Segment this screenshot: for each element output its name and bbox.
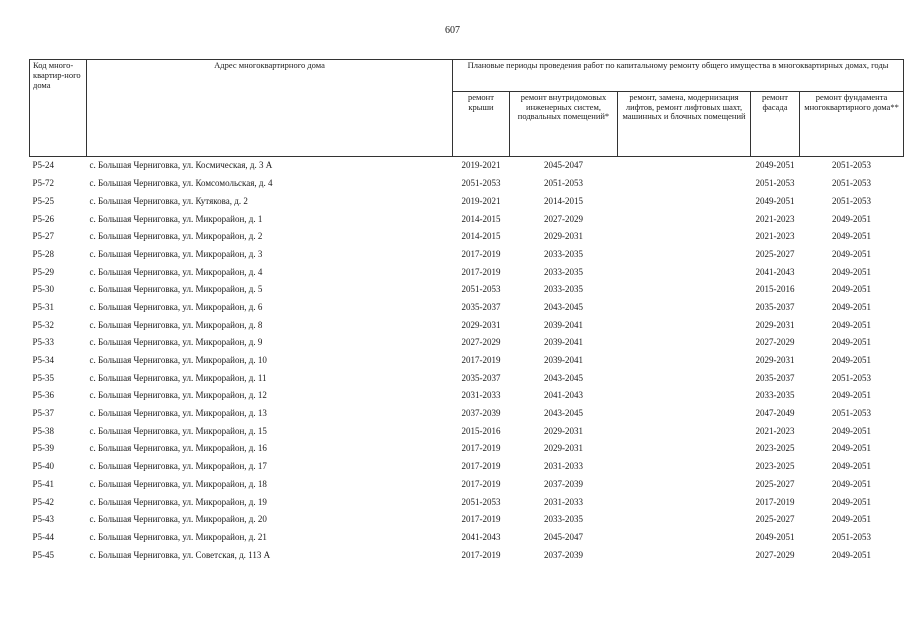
cell-code: P5-32 bbox=[32, 319, 55, 330]
cell-code: P5-43 bbox=[32, 514, 55, 525]
cell-foundation: 2049-2051 bbox=[832, 337, 872, 348]
cell-facade: 2017-2019 bbox=[755, 496, 795, 507]
cell-roof: 2051-2053 bbox=[461, 496, 501, 507]
cell-roof: 2019-2021 bbox=[461, 195, 501, 206]
cell-roof: 2035-2037 bbox=[461, 372, 501, 383]
cell-code: P5-33 bbox=[32, 337, 55, 348]
cell-facade: 2021-2023 bbox=[755, 425, 795, 436]
cell-lifts bbox=[618, 511, 751, 529]
header-code-continued bbox=[30, 91, 87, 156]
cell-roof: 2027-2029 bbox=[461, 337, 501, 348]
table-row bbox=[30, 528, 904, 546]
cell-code: P5-29 bbox=[32, 266, 55, 277]
cell-address: с. Большая Черниговка, ул. Микрорайон, д. 9 bbox=[89, 337, 263, 348]
table-row bbox=[30, 263, 904, 281]
cell-lifts bbox=[618, 245, 751, 263]
header-address: Адрес многоквартирного дома bbox=[87, 60, 453, 92]
header-code: Код много-квартир-ного дома bbox=[30, 60, 87, 92]
header-systems: ремонт внутридомовых инженерных систем, подвальных помещений* bbox=[510, 91, 618, 156]
cell-code: P5-38 bbox=[32, 425, 55, 436]
table-row bbox=[30, 404, 904, 422]
cell-facade: 2027-2029 bbox=[755, 549, 795, 560]
cell-lifts bbox=[618, 546, 751, 564]
cell-code: P5-28 bbox=[32, 248, 55, 259]
table-row bbox=[30, 298, 904, 316]
cell-code: P5-24 bbox=[32, 160, 55, 171]
cell-roof: 2014-2015 bbox=[461, 213, 501, 224]
cell-foundation: 2049-2051 bbox=[832, 514, 872, 525]
header-address-continued bbox=[87, 91, 453, 156]
cell-lifts bbox=[618, 281, 751, 299]
cell-facade: 2021-2023 bbox=[755, 213, 795, 224]
table-row bbox=[30, 210, 904, 228]
cell-lifts bbox=[618, 493, 751, 511]
cell-facade: 2023-2025 bbox=[755, 443, 795, 454]
cell-systems: 2027-2029 bbox=[544, 213, 583, 224]
table-row bbox=[30, 245, 904, 263]
cell-facade: 2025-2027 bbox=[755, 514, 795, 525]
table-row bbox=[30, 228, 904, 246]
cell-foundation: 2049-2051 bbox=[832, 248, 872, 259]
cell-address: с. Большая Черниговка, ул. Микрорайон, д. 5 bbox=[89, 284, 263, 295]
cell-systems: 2039-2041 bbox=[544, 319, 583, 330]
cell-lifts bbox=[618, 192, 751, 210]
header-foundation: ремонт фундамента многоквартирного дома** bbox=[800, 91, 904, 156]
cell-code: P5-25 bbox=[32, 195, 55, 206]
table-row bbox=[30, 316, 904, 334]
cell-lifts bbox=[618, 316, 751, 334]
cell-roof: 2051-2053 bbox=[461, 178, 501, 189]
cell-lifts bbox=[618, 263, 751, 281]
cell-address: с. Большая Черниговка, ул. Микрорайон, д. 1 bbox=[89, 213, 263, 224]
cell-code: P5-30 bbox=[32, 284, 55, 295]
cell-systems: 2043-2045 bbox=[544, 408, 583, 419]
cell-code: P5-39 bbox=[32, 443, 55, 454]
cell-roof: 2014-2015 bbox=[461, 231, 501, 242]
cell-foundation: 2049-2051 bbox=[832, 284, 872, 295]
cell-lifts bbox=[618, 422, 751, 440]
cell-facade: 2027-2029 bbox=[755, 337, 795, 348]
cell-foundation: 2049-2051 bbox=[832, 213, 872, 224]
cell-foundation: 2049-2051 bbox=[832, 301, 872, 312]
cell-lifts bbox=[618, 475, 751, 493]
cell-code: P5-27 bbox=[32, 231, 55, 242]
cell-foundation: 2049-2051 bbox=[832, 231, 872, 242]
cell-roof: 2029-2031 bbox=[461, 319, 501, 330]
cell-code: P5-42 bbox=[32, 496, 55, 507]
cell-systems: 2029-2031 bbox=[544, 443, 583, 454]
table-row bbox=[30, 351, 904, 369]
cell-roof: 2041-2043 bbox=[461, 531, 501, 542]
cell-facade: 2029-2031 bbox=[755, 355, 795, 366]
cell-foundation: 2051-2053 bbox=[832, 372, 872, 383]
table-row bbox=[30, 457, 904, 475]
cell-lifts bbox=[618, 156, 751, 174]
cell-address: с. Большая Черниговка, ул. Микрорайон, д. 4 bbox=[89, 266, 263, 277]
header-roof: ремонт крыши bbox=[453, 91, 510, 156]
cell-facade: 2047-2049 bbox=[755, 408, 795, 419]
cell-lifts bbox=[618, 174, 751, 192]
cell-facade: 2049-2051 bbox=[755, 160, 795, 171]
cell-systems: 2051-2053 bbox=[544, 178, 583, 189]
cell-systems: 2043-2045 bbox=[544, 301, 583, 312]
cell-foundation: 2049-2051 bbox=[832, 443, 872, 454]
cell-systems: 2029-2031 bbox=[544, 425, 583, 436]
cell-foundation: 2049-2051 bbox=[832, 266, 872, 277]
cell-address: с. Большая Черниговка, ул. Микрорайон, д. 21 bbox=[89, 531, 267, 542]
cell-address: с. Большая Черниговка, ул. Микрорайон, д. 12 bbox=[89, 390, 267, 401]
cell-roof: 2031-2033 bbox=[461, 390, 501, 401]
cell-foundation: 2051-2053 bbox=[832, 160, 872, 171]
table-row bbox=[30, 156, 904, 174]
cell-foundation: 2049-2051 bbox=[832, 319, 872, 330]
cell-code: P5-41 bbox=[32, 478, 55, 489]
cell-facade: 2021-2023 bbox=[755, 231, 795, 242]
cell-roof: 2017-2019 bbox=[461, 266, 501, 277]
table-row bbox=[30, 192, 904, 210]
cell-code: P5-40 bbox=[32, 461, 55, 472]
cell-systems: 2043-2045 bbox=[544, 372, 583, 383]
cell-roof: 2017-2019 bbox=[461, 248, 501, 259]
cell-address: с. Большая Черниговка, ул. Микрорайон, д. 8 bbox=[89, 319, 263, 330]
cell-systems: 2045-2047 bbox=[544, 531, 583, 542]
cell-roof: 2019-2021 bbox=[461, 160, 501, 171]
cell-roof: 2035-2037 bbox=[461, 301, 501, 312]
cell-address: с. Большая Черниговка, ул. Космическая, д. 3 А bbox=[89, 160, 273, 171]
cell-roof: 2051-2053 bbox=[461, 284, 501, 295]
cell-systems: 2014-2015 bbox=[544, 195, 583, 206]
table-row bbox=[30, 334, 904, 352]
cell-address: с. Большая Черниговка, ул. Микрорайон, д. 19 bbox=[89, 496, 267, 507]
cell-address: с. Большая Черниговка, ул. Советская, д. 113 А bbox=[89, 549, 271, 560]
cell-foundation: 2049-2051 bbox=[832, 425, 872, 436]
cell-foundation: 2049-2051 bbox=[832, 549, 872, 560]
cell-systems: 2029-2031 bbox=[544, 231, 583, 242]
cell-roof: 2017-2019 bbox=[461, 355, 501, 366]
header-facade: ремонт фасада bbox=[751, 91, 800, 156]
cell-systems: 2045-2047 bbox=[544, 160, 583, 171]
cell-roof: 2017-2019 bbox=[461, 461, 501, 472]
table-row bbox=[30, 440, 904, 458]
cell-roof: 2017-2019 bbox=[461, 549, 501, 560]
cell-systems: 2033-2035 bbox=[544, 514, 583, 525]
table-header bbox=[30, 60, 904, 157]
cell-facade: 2025-2027 bbox=[755, 478, 795, 489]
page-number: 607 bbox=[445, 25, 460, 36]
cell-foundation: 2049-2051 bbox=[832, 390, 872, 401]
cell-lifts bbox=[618, 457, 751, 475]
cell-roof: 2017-2019 bbox=[461, 514, 501, 525]
cell-facade: 2035-2037 bbox=[755, 372, 795, 383]
table-row bbox=[30, 174, 904, 192]
cell-systems: 2041-2043 bbox=[544, 390, 583, 401]
table-row bbox=[30, 475, 904, 493]
cell-systems: 2039-2041 bbox=[544, 337, 583, 348]
cell-facade: 2051-2053 bbox=[755, 178, 795, 189]
table-row bbox=[30, 546, 904, 564]
table-row bbox=[30, 511, 904, 529]
cell-systems: 2037-2039 bbox=[544, 549, 583, 560]
cell-lifts bbox=[618, 298, 751, 316]
table-row bbox=[30, 281, 904, 299]
cell-facade: 2025-2027 bbox=[755, 248, 795, 259]
cell-address: с. Большая Черниговка, ул. Микрорайон, д. 17 bbox=[89, 461, 267, 472]
cell-address: с. Большая Черниговка, ул. Микрорайон, д. 20 bbox=[89, 514, 267, 525]
cell-systems: 2033-2035 bbox=[544, 248, 583, 259]
cell-lifts bbox=[618, 387, 751, 405]
cell-foundation: 2049-2051 bbox=[832, 461, 872, 472]
cell-lifts bbox=[618, 528, 751, 546]
table-row bbox=[30, 422, 904, 440]
cell-address: с. Большая Черниговка, ул. Микрорайон, д. 11 bbox=[89, 372, 267, 383]
table-row bbox=[30, 387, 904, 405]
cell-address: с. Большая Черниговка, ул. Микрорайон, д. 2 bbox=[89, 231, 263, 242]
cell-address: с. Большая Черниговка, ул. Микрорайон, д. 6 bbox=[89, 301, 263, 312]
cell-facade: 2015-2016 bbox=[755, 284, 795, 295]
cell-facade: 2035-2037 bbox=[755, 301, 795, 312]
cell-lifts bbox=[618, 351, 751, 369]
cell-facade: 2029-2031 bbox=[755, 319, 795, 330]
header-periods: Плановые периоды проведения работ по капитальному ремонту общего имущества в многоквартирных домах, годы bbox=[453, 60, 904, 92]
capital-repair-table bbox=[29, 59, 904, 564]
cell-foundation: 2051-2053 bbox=[832, 408, 872, 419]
cell-facade: 2049-2051 bbox=[755, 195, 795, 206]
cell-code: P5-26 bbox=[32, 213, 55, 224]
cell-foundation: 2049-2051 bbox=[832, 496, 872, 507]
cell-facade: 2033-2035 bbox=[755, 390, 795, 401]
cell-code: P5-37 bbox=[32, 408, 55, 419]
cell-systems: 2031-2033 bbox=[544, 461, 583, 472]
cell-address: с. Большая Черниговка, ул. Комсомольская, д. 4 bbox=[89, 178, 273, 189]
cell-address: с. Большая Черниговка, ул. Микрорайон, д. 13 bbox=[89, 408, 267, 419]
cell-roof: 2015-2016 bbox=[461, 425, 501, 436]
cell-address: с. Большая Черниговка, ул. Микрорайон, д. 15 bbox=[89, 425, 267, 436]
cell-lifts bbox=[618, 404, 751, 422]
cell-code: P5-31 bbox=[32, 301, 55, 312]
cell-systems: 2033-2035 bbox=[544, 266, 583, 277]
cell-systems: 2033-2035 bbox=[544, 284, 583, 295]
cell-facade: 2049-2051 bbox=[755, 531, 795, 542]
cell-code: P5-35 bbox=[32, 372, 55, 383]
cell-lifts bbox=[618, 440, 751, 458]
cell-roof: 2037-2039 bbox=[461, 408, 501, 419]
cell-address: с. Большая Черниговка, ул. Микрорайон, д. 18 bbox=[89, 478, 267, 489]
table-row bbox=[30, 369, 904, 387]
cell-systems: 2031-2033 bbox=[544, 496, 583, 507]
cell-lifts bbox=[618, 210, 751, 228]
cell-foundation: 2049-2051 bbox=[832, 355, 872, 366]
cell-code: P5-34 bbox=[32, 355, 55, 366]
cell-address: с. Большая Черниговка, ул. Микрорайон, д. 10 bbox=[89, 355, 267, 366]
cell-address: с. Большая Черниговка, ул. Микрорайон, д. 16 bbox=[89, 443, 267, 454]
cell-foundation: 2051-2053 bbox=[832, 195, 872, 206]
cell-lifts bbox=[618, 228, 751, 246]
cell-address: с. Большая Черниговка, ул. Кутякова, д. 2 bbox=[89, 195, 248, 206]
cell-lifts bbox=[618, 334, 751, 352]
cell-roof: 2017-2019 bbox=[461, 443, 501, 454]
cell-lifts bbox=[618, 369, 751, 387]
cell-roof: 2017-2019 bbox=[461, 478, 501, 489]
table-row bbox=[30, 493, 904, 511]
cell-foundation: 2049-2051 bbox=[832, 478, 872, 489]
cell-address: с. Большая Черниговка, ул. Микрорайон, д. 3 bbox=[89, 248, 263, 259]
cell-systems: 2039-2041 bbox=[544, 355, 583, 366]
cell-facade: 2041-2043 bbox=[755, 266, 795, 277]
cell-systems: 2037-2039 bbox=[544, 478, 583, 489]
cell-foundation: 2051-2053 bbox=[832, 531, 872, 542]
table-body bbox=[30, 156, 904, 563]
cell-code: P5-36 bbox=[32, 390, 55, 401]
cell-code: P5-45 bbox=[32, 549, 55, 560]
header-lifts: ремонт, замена, модернизация лифтов, ремонт лифтовых шахт, машинных и блочных помещений bbox=[618, 91, 751, 156]
cell-facade: 2023-2025 bbox=[755, 461, 795, 472]
cell-code: P5-44 bbox=[32, 531, 55, 542]
cell-foundation: 2051-2053 bbox=[832, 178, 872, 189]
cell-code: P5-72 bbox=[32, 178, 55, 189]
